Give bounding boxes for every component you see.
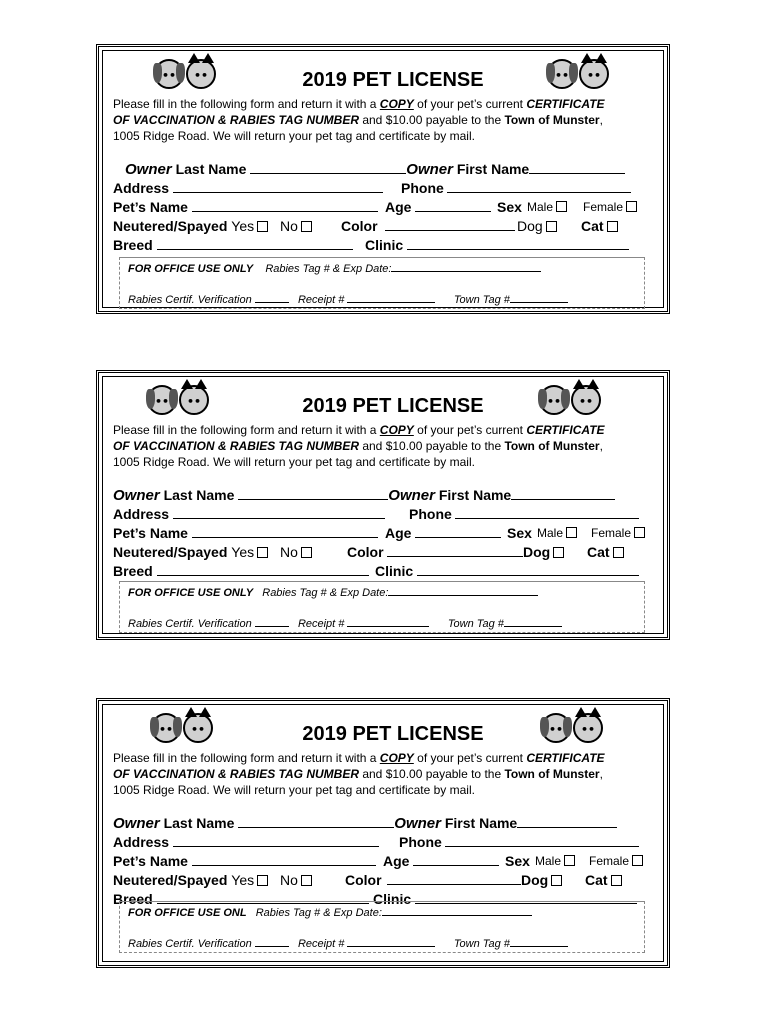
cat-checkbox[interactable] — [613, 547, 624, 558]
male-checkbox[interactable] — [564, 855, 575, 866]
cat-icon: •• — [186, 59, 216, 89]
color-field[interactable] — [387, 543, 523, 557]
neutered-yes-checkbox[interactable] — [257, 875, 268, 886]
dog-checkbox[interactable] — [553, 547, 564, 558]
cat-icon: •• — [573, 713, 603, 743]
rabies-tag-field[interactable] — [391, 261, 541, 272]
office-use-box: FOR OFFICE USE ONLY Rabies Tag # & Exp Date: Rabies Certif. Verification Receipt # Town Tag # — [119, 581, 645, 633]
form-fields: Owner Last Name Owner First Name Address Phone Pet’s Name Age Sex Male Female Neutered/Spayed Yes No Color Dog Cat Breed Clinic — [113, 486, 653, 581]
form-title: 2019 PET LICENSE — [302, 723, 484, 745]
receipt-field[interactable] — [347, 292, 435, 303]
town-tag-field[interactable] — [510, 936, 568, 947]
pet-icons-left — [151, 713, 213, 743]
receipt-field[interactable] — [347, 616, 429, 627]
owner-first-name-field[interactable] — [511, 486, 615, 500]
form-title: 2019 PET LICENSE — [302, 69, 484, 91]
breed-field[interactable] — [157, 562, 369, 576]
neutered-no-checkbox[interactable] — [301, 221, 312, 232]
owner-first-name-field[interactable] — [529, 160, 625, 174]
cat-icon: •• — [571, 385, 601, 415]
license-form-3 — [96, 698, 670, 968]
address-field[interactable] — [173, 833, 379, 847]
phone-field[interactable] — [447, 179, 631, 193]
dog-checkbox[interactable] — [551, 875, 562, 886]
instructions: Please fill in the following form and return it with a COPY of your pet’s current CERTIFICATE OF VACCINATION & RABIES TAG NUMBER and $10.00 payable to the Town of Munster, 1005 Ridge Road. We will return your pet tag and certificate by mail. — [113, 751, 605, 797]
dog-icon: •• — [539, 385, 569, 415]
age-field[interactable] — [415, 524, 501, 538]
form-fields: Owner Last Name Owner First Name Address Phone Pet’s Name Age Sex Male Female Neutered/Spayed Yes No Color Dog Cat Breed Clinic — [113, 814, 653, 909]
dog-icon: •• — [151, 713, 181, 743]
dog-icon: •• — [147, 385, 177, 415]
breed-field[interactable] — [157, 236, 353, 250]
receipt-field[interactable] — [347, 936, 435, 947]
rabies-tag-field[interactable] — [382, 905, 532, 916]
female-checkbox[interactable] — [634, 527, 645, 538]
pets-name-field[interactable] — [192, 524, 378, 538]
color-field[interactable] — [387, 871, 521, 885]
female-checkbox[interactable] — [632, 855, 643, 866]
dog-icon: •• — [541, 713, 571, 743]
office-use-box: FOR OFFICE USE ONL Rabies Tag # & Exp Date: Rabies Certif. Verification Receipt # Town Tag # — [119, 901, 645, 953]
neutered-yes-checkbox[interactable] — [257, 547, 268, 558]
address-field[interactable] — [173, 505, 385, 519]
pet-icons-right — [541, 713, 603, 743]
address-field[interactable] — [173, 179, 383, 193]
form-title: 2019 PET LICENSE — [302, 395, 484, 417]
pet-icons-right — [539, 385, 601, 415]
clinic-field[interactable] — [417, 562, 639, 576]
color-field[interactable] — [385, 217, 515, 231]
pet-icons-left — [147, 385, 209, 415]
male-checkbox[interactable] — [566, 527, 577, 538]
license-form-1 — [96, 44, 670, 314]
instructions: Please fill in the following form and return it with a COPY of your pet’s current CERTIFICATE OF VACCINATION & RABIES TAG NUMBER and $10.00 payable to the Town of Munster, 1005 Ridge Road. We will return your pet tag and certificate by mail. — [113, 423, 605, 469]
cat-checkbox[interactable] — [607, 221, 618, 232]
age-field[interactable] — [413, 852, 499, 866]
age-field[interactable] — [415, 198, 491, 212]
pet-icons-left — [154, 59, 216, 89]
clinic-field[interactable] — [407, 236, 629, 250]
certif-verification-field[interactable] — [255, 616, 289, 627]
instructions: Please fill in the following form and return it with a COPY of your pet’s current CERTIFICATE OF VACCINATION & RABIES TAG NUMBER and $10.00 payable to the Town of Munster, 1005 Ridge Road. We will return your pet tag and certificate by mail. — [113, 97, 605, 143]
owner-last-name-field[interactable] — [238, 486, 388, 500]
phone-field[interactable] — [455, 505, 639, 519]
neutered-no-checkbox[interactable] — [301, 547, 312, 558]
form-fields: Owner Last Name Owner First Name Address Phone Pet’s Name Age Sex Male Female Neutered/Spayed Yes No Color Dog Cat Breed Clinic — [113, 160, 653, 255]
certif-verification-field[interactable] — [255, 292, 289, 303]
pets-name-field[interactable] — [192, 198, 378, 212]
pet-icons-right — [547, 59, 609, 89]
dog-icon: •• — [154, 59, 184, 89]
phone-field[interactable] — [445, 833, 639, 847]
dog-icon: •• — [547, 59, 577, 89]
female-checkbox[interactable] — [626, 201, 637, 212]
male-checkbox[interactable] — [556, 201, 567, 212]
rabies-tag-field[interactable] — [388, 585, 538, 596]
cat-icon: •• — [579, 59, 609, 89]
owner-first-name-field[interactable] — [517, 814, 617, 828]
town-tag-field[interactable] — [504, 616, 562, 627]
certif-verification-field[interactable] — [255, 936, 289, 947]
pets-name-field[interactable] — [192, 852, 376, 866]
neutered-yes-checkbox[interactable] — [257, 221, 268, 232]
owner-last-name-field[interactable] — [238, 814, 394, 828]
cat-icon: •• — [179, 385, 209, 415]
neutered-no-checkbox[interactable] — [301, 875, 312, 886]
office-use-box: FOR OFFICE USE ONLY Rabies Tag # & Exp Date: Rabies Certif. Verification Receipt # Town Tag # — [119, 257, 645, 309]
license-form-2 — [96, 370, 670, 640]
cat-icon: •• — [183, 713, 213, 743]
owner-last-name-field[interactable] — [250, 160, 406, 174]
cat-checkbox[interactable] — [611, 875, 622, 886]
town-tag-field[interactable] — [510, 292, 568, 303]
dog-checkbox[interactable] — [546, 221, 557, 232]
